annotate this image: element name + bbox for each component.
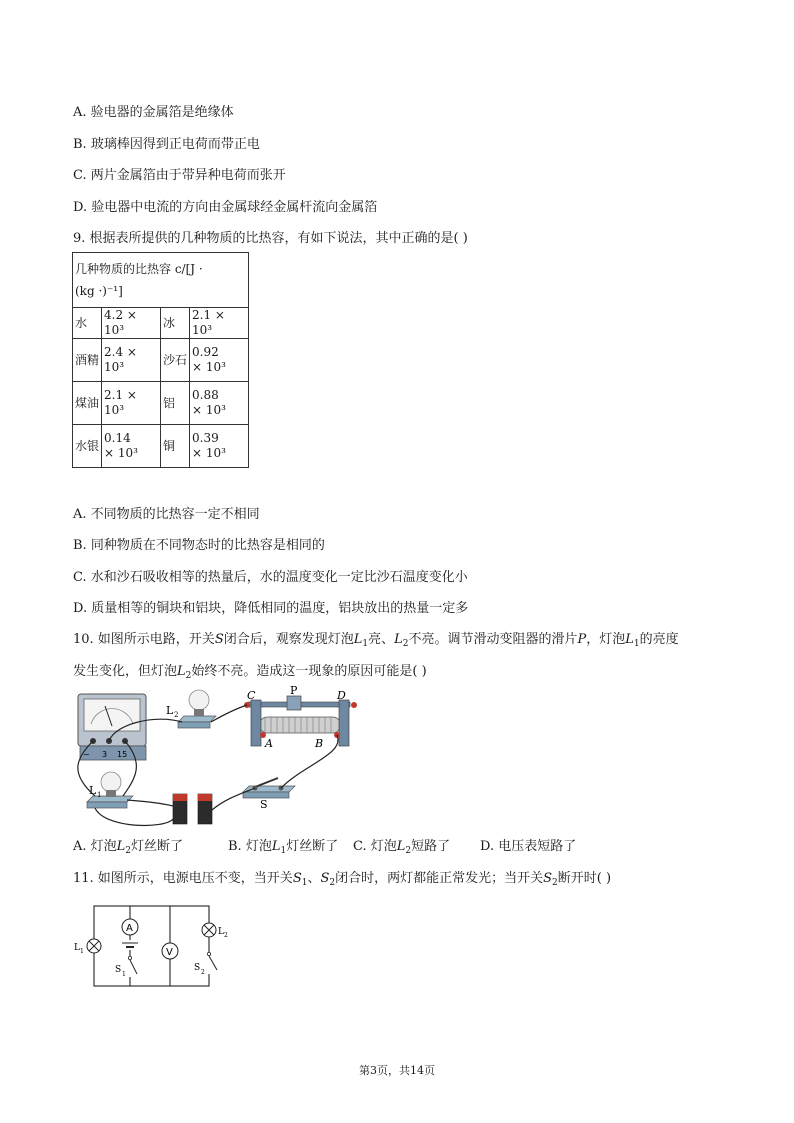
svg-text:1: 1 bbox=[80, 948, 84, 955]
switch-s-label: S bbox=[260, 798, 268, 811]
q9-option-c: C. 水和沙石吸收相等的热量后，水的温度变化一定比沙石温度变化小 bbox=[73, 570, 468, 585]
q11-circuit-figure bbox=[70, 900, 230, 992]
table-row: 酒精 2.4 × 10³ 沙石 0.92 × 10³ bbox=[73, 339, 249, 382]
l1-label: L bbox=[89, 784, 97, 797]
switch-s1-icon bbox=[125, 956, 137, 977]
voltmeter-symbol-icon bbox=[162, 943, 178, 959]
q10-circuit-figure bbox=[65, 684, 365, 830]
prev-option-b: B. 玻璃棒因得到正电荷而带正电 bbox=[73, 137, 260, 152]
prev-option-a: A. 验电器的金属箔是绝缘体 bbox=[73, 105, 234, 120]
q10-stem-line2: 发生变化，但灯泡$L_2$始终不亮。造成这一现象的原因可能是( ) bbox=[73, 664, 427, 681]
battery-icon bbox=[173, 794, 212, 824]
ammeter-label: A bbox=[126, 923, 133, 934]
q11-stem: 11. 如图所示，电源电压不变，当开关$S_1$、$S_2$闭合时，两灯都能正常发光；当开关$S_2$断开时( ) bbox=[73, 871, 612, 888]
svg-text:2: 2 bbox=[201, 969, 205, 976]
meter-minus-label: − bbox=[83, 750, 90, 759]
svg-text:2: 2 bbox=[224, 932, 228, 939]
rheostat-b-label: B bbox=[315, 737, 324, 750]
q9-option-a: A. 不同物质的比热容一定不相同 bbox=[73, 507, 260, 522]
rheostat-d-label: D bbox=[337, 689, 346, 702]
rheostat-icon bbox=[244, 696, 357, 746]
prev-option-d: D. 验电器中电流的方向由金属球经金属杆流向金属箔 bbox=[73, 200, 378, 215]
rheostat-a-label: A bbox=[265, 737, 273, 750]
prev-option-c: C. 两片金属箔由于带异种电荷而张开 bbox=[73, 168, 286, 183]
table-header: 几种物质的比热容 c/[J · (kg ·)⁻¹] bbox=[73, 253, 249, 308]
q10-option-a: A. 灯泡$L_2$灯丝断了 bbox=[73, 839, 184, 856]
q11-l1-label: L bbox=[74, 943, 80, 953]
table-row: 水银 0.14 × 10³ 铜 0.39 × 10³ bbox=[73, 425, 249, 468]
q9-stem: 9. 根据表所提供的几种物质的比热容，有如下说法，其中正确的是( ) bbox=[73, 231, 468, 246]
q9-option-d: D. 质量相等的铜块和铝块，降低相同的温度，铝块放出的热量一定多 bbox=[73, 601, 469, 616]
battery-icon bbox=[120, 940, 140, 950]
page-footer: 第3页，共14页 bbox=[359, 1064, 435, 1077]
q9-option-b: B. 同种物质在不同物态时的比热容是相同的 bbox=[73, 538, 325, 553]
l2-label: L bbox=[166, 704, 174, 717]
q10-option-c: C. 灯泡$L_2$短路了 bbox=[353, 839, 451, 856]
lamp-l2-icon bbox=[202, 923, 216, 937]
q11-l2-label: L bbox=[218, 927, 224, 937]
lamp-l1-icon bbox=[87, 939, 101, 953]
meter-3-label: 3 bbox=[102, 750, 108, 759]
q11-s1-label: S bbox=[115, 965, 122, 975]
svg-text:1: 1 bbox=[97, 791, 102, 799]
meter-15-label: 15 bbox=[117, 750, 128, 759]
table-row: 水 4.2 × 10³ 冰 2.1 × 10³ bbox=[73, 308, 249, 339]
switch-icon bbox=[243, 778, 295, 798]
switch-s2-icon bbox=[204, 952, 217, 974]
q10-option-d: D. 电压表短路了 bbox=[480, 839, 577, 854]
svg-text:1: 1 bbox=[122, 971, 126, 978]
table-row: 煤油 2.1 × 10³ 铝 0.88 × 10³ bbox=[73, 382, 249, 425]
q10-stem-line1: 10. 如图所示电路，开关S闭合后，观察发现灯泡$L_1$亮、$L_2$不亮。调节滑动变阻器的滑片P，灯泡$L_1$的亮度 bbox=[73, 632, 679, 649]
ammeter-icon bbox=[122, 919, 138, 935]
voltmeter-icon bbox=[78, 694, 146, 760]
specific-heat-table bbox=[72, 252, 249, 468]
voltmeter-label: V bbox=[166, 947, 173, 958]
q11-s2-label: S bbox=[194, 963, 201, 973]
rheostat-c-label: C bbox=[247, 689, 256, 702]
rheostat-p-label: P bbox=[290, 684, 298, 697]
svg-text:2: 2 bbox=[174, 711, 179, 719]
q10-option-b: B. 灯泡$L_1$灯丝断了 bbox=[228, 839, 339, 856]
bulb-l2-icon bbox=[178, 690, 216, 728]
